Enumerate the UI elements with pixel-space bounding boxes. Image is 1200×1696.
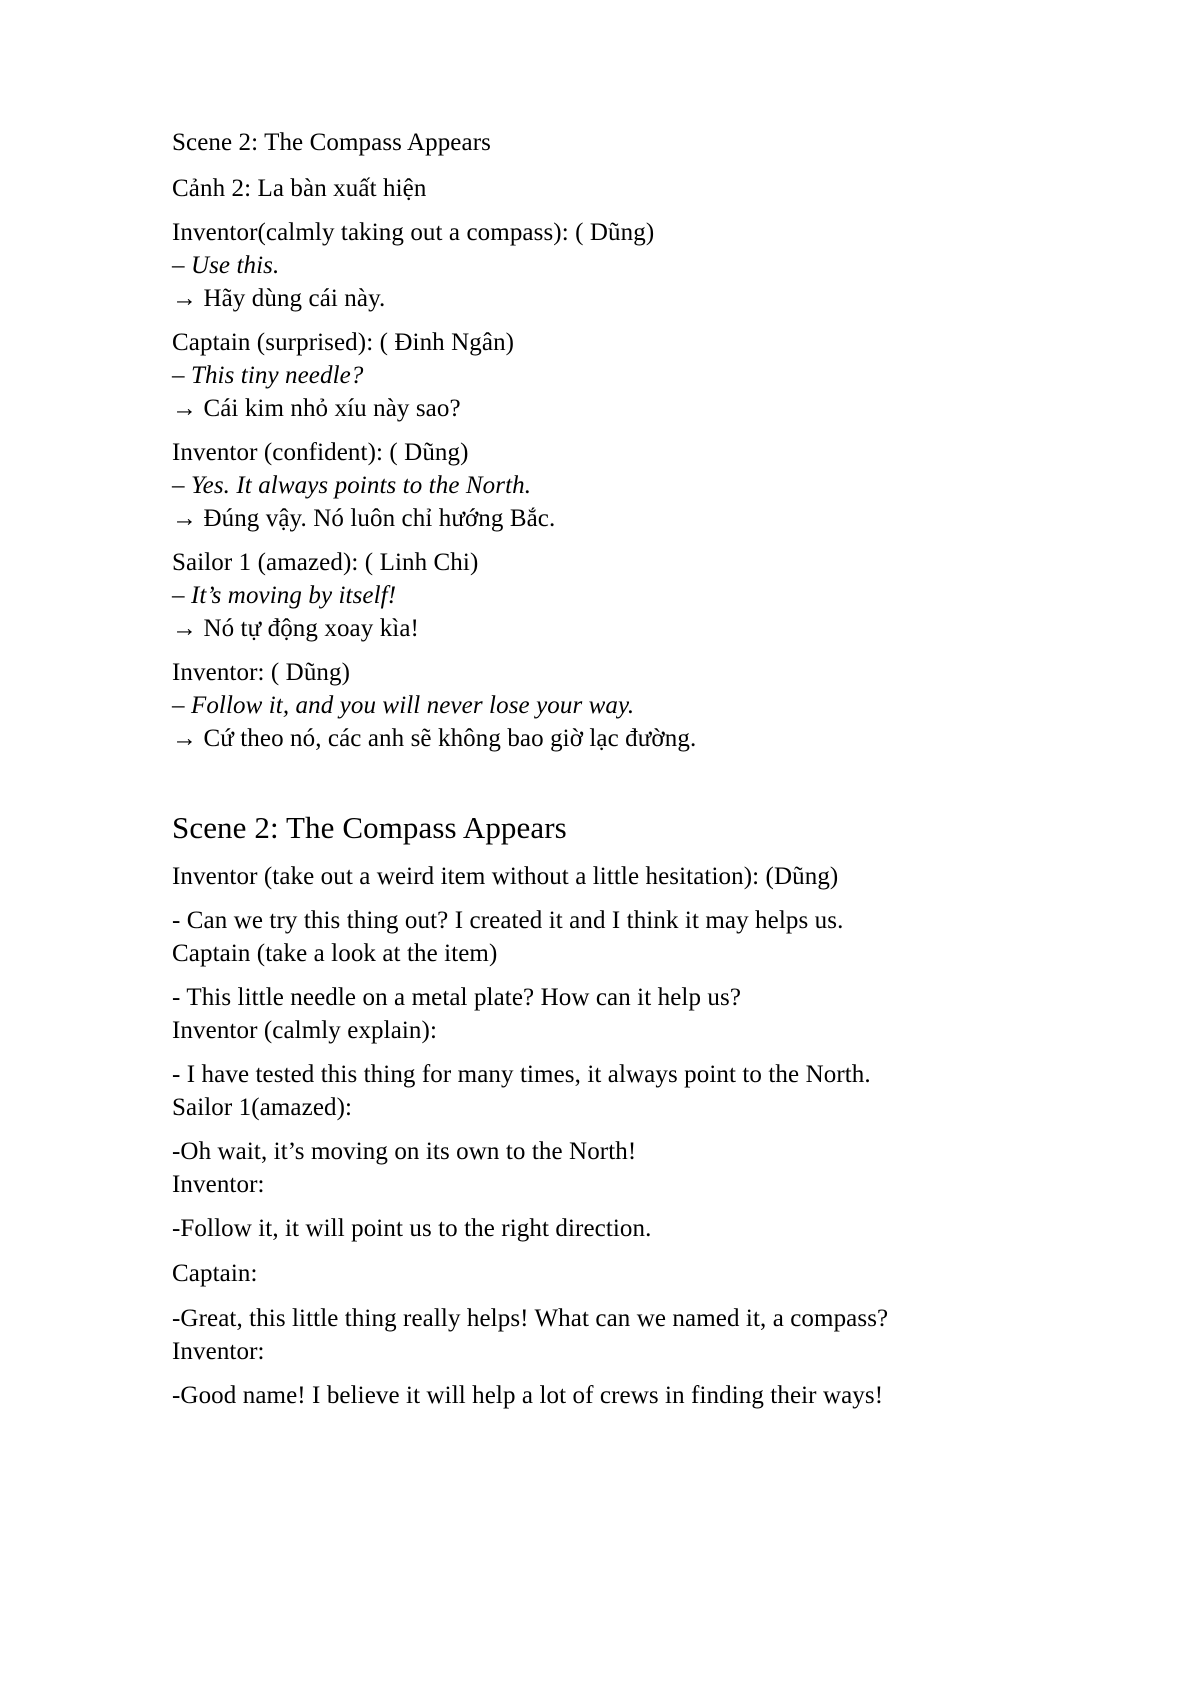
section2-title: Scene 2: The Compass Appears	[172, 810, 567, 845]
section2-line: Captain:	[172, 1260, 258, 1287]
section2-line: Sailor 1(amazed):	[172, 1094, 353, 1121]
exchange5-speaker: Inventor: ( Dũng)	[172, 659, 351, 686]
section1-title: Scene 2: The Compass Appears	[172, 129, 491, 156]
exchange2-speaker: Captain (surprised): ( Đinh Ngân)	[172, 329, 515, 356]
section2-line: Inventor:	[172, 1338, 265, 1365]
section2-line: Captain (take a look at the item)	[172, 940, 498, 967]
exchange3-vietnamese: → Đúng vậy. Nó luôn chỉ hướng Bắc.	[172, 505, 556, 532]
exchange2-english: – This tiny needle?	[172, 362, 364, 389]
exchange3-english: – Yes. It always points to the North.	[172, 472, 532, 499]
exchange1-english: – Use this.	[172, 252, 280, 279]
exchange1-speaker: Inventor(calmly taking out a compass): ( Dũng)	[172, 219, 655, 246]
section2-line: - This little needle on a metal plate? How can it help us?	[172, 984, 742, 1011]
exchange2-vietnamese: → Cái kim nhỏ xíu này sao?	[172, 395, 461, 422]
section2-line: Inventor:	[172, 1171, 265, 1198]
section2-line: -Good name! I believe it will help a lot of crews in finding their ways!	[172, 1382, 884, 1409]
exchange1-vietnamese: → Hãy dùng cái này.	[172, 285, 386, 312]
exchange4-vietnamese: → Nó tự động xoay kìa!	[172, 615, 419, 642]
section2-line: -Oh wait, it’s moving on its own to the North!	[172, 1138, 637, 1165]
exchange4-english: – It’s moving by itself!	[172, 582, 397, 609]
section2-line: Inventor (take out a weird item without a little hesitation): (Dũng)	[172, 863, 839, 890]
section2-line: -Follow it, it will point us to the right direction.	[172, 1215, 652, 1242]
exchange4-speaker: Sailor 1 (amazed): ( Linh Chi)	[172, 549, 479, 576]
section2-line: - Can we try this thing out? I created it and I think it may helps us.	[172, 907, 844, 934]
section2-line: - I have tested this thing for many times, it always point to the North.	[172, 1061, 871, 1088]
section2-line: -Great, this little thing really helps! What can we named it, a compass?	[172, 1305, 889, 1332]
section1-subtitle: Cảnh 2: La bàn xuất hiện	[172, 175, 427, 202]
section2-line: Inventor (calmly explain):	[172, 1017, 438, 1044]
exchange3-speaker: Inventor (confident): ( Dũng)	[172, 439, 469, 466]
exchange5-vietnamese: → Cứ theo nó, các anh sẽ không bao giờ lạc đường.	[172, 725, 697, 752]
exchange5-english: – Follow it, and you will never lose your way.	[172, 692, 635, 719]
